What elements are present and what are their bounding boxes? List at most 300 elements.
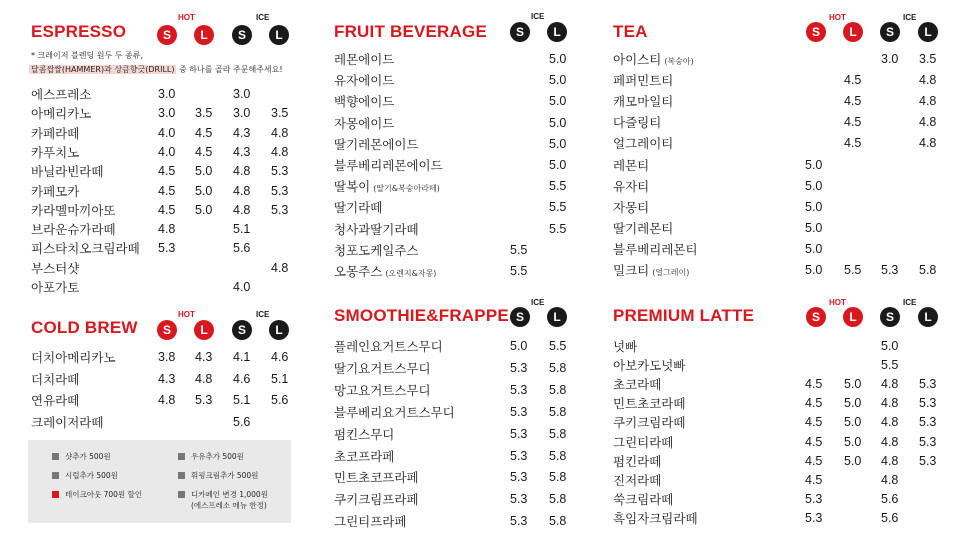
fruit-item-row: [334, 113, 584, 134]
espresso-item-row: [31, 142, 301, 163]
tea-item-row: [613, 91, 943, 112]
menu-item-label: 아메리카노: [31, 106, 92, 122]
price-ice-l: 4.8: [919, 73, 937, 88]
price-hot-s: 5.3: [805, 491, 823, 506]
smoothie-item-row: [334, 402, 584, 423]
menu-item-label: 카페라떼: [31, 125, 80, 141]
menu-item-name: [31, 161, 103, 182]
menu-item-label: 브라운슈가라떼: [31, 222, 116, 238]
price-ice-l: 4.8: [919, 136, 937, 151]
cold-brew-item-row: [31, 369, 301, 390]
menu-item-label: 부스터샷: [31, 260, 80, 276]
price-hot-s: 4.3: [158, 371, 176, 386]
tea-item-row: [613, 112, 943, 133]
smoothie-item-row: [334, 358, 584, 379]
tea-item-row: [613, 49, 943, 70]
menu-item-name: [613, 260, 689, 283]
price-l: 5.5: [549, 200, 567, 215]
premium-item-row: [613, 508, 943, 529]
menu-item-name: [613, 393, 685, 414]
price-hot-s: 4.8: [158, 393, 176, 408]
price-ice-s: 5.1: [233, 393, 251, 408]
ice-large-badge: L: [547, 307, 567, 327]
price-ice-s: 3.0: [233, 106, 251, 121]
price-ice-l: 4.8: [271, 125, 289, 140]
price-ice-l: 5.3: [919, 453, 937, 468]
bullet-square-icon: [178, 453, 185, 460]
espresso-note-1: * 크레이저 블렌딩 원두 두 종류,: [31, 51, 143, 60]
hot-small-badge: S: [157, 25, 177, 45]
price-s: 5.3: [510, 492, 528, 507]
fruit-item-row: [334, 70, 584, 91]
price-s: 5.3: [510, 360, 528, 375]
price-ice-l: 4.8: [271, 260, 289, 275]
menu-item-label: 청포도케일주스: [334, 242, 419, 258]
menu-item-label: 민트초코프라페: [334, 470, 419, 486]
price-hot-s: 4.5: [805, 453, 823, 468]
fruit-item-row: [334, 155, 584, 176]
price-hot-l: 5.0: [844, 415, 862, 430]
price-ice-l: 5.8: [919, 263, 937, 277]
menu-item-name: [334, 240, 422, 263]
ice-label: ICE: [903, 13, 917, 22]
price-ice-s: 4.1: [233, 350, 251, 364]
menu-item-name: [613, 176, 652, 199]
price-hot-s: 4.5: [805, 377, 823, 392]
menu-item-label: 펌킨스무디: [334, 426, 395, 442]
espresso-item-row: [31, 258, 301, 279]
menu-item-name: [31, 123, 79, 144]
menu-item-name: [334, 197, 385, 220]
menu-item-name: [613, 197, 652, 220]
premium-latte-title: PREMIUM LATTE: [613, 306, 755, 325]
price-ice-l: 3.5: [919, 52, 937, 66]
menu-item-name: [31, 84, 91, 105]
fruit-item-row: [334, 91, 584, 112]
ice-label: ICE: [256, 310, 270, 319]
price-ice-s: 5.6: [233, 415, 251, 430]
price-hot-s: 5.0: [805, 241, 823, 256]
ice-small-badge: S: [232, 320, 252, 340]
price-s: 5.3: [510, 470, 528, 485]
menu-item-name: [613, 336, 637, 357]
menu-item-name: [613, 112, 664, 135]
tea-item-row: [613, 239, 943, 260]
espresso-title: ESPRESSO: [31, 22, 127, 41]
tea-item-row: [613, 155, 943, 176]
addon-decaf: 디카페인 변경 1,000원: [191, 490, 268, 499]
menu-item-name: [31, 103, 91, 124]
menu-item-note: (딸기&복숭아라떼): [373, 184, 440, 194]
menu-item-label: 딸기레몬에이드: [334, 136, 419, 152]
ice-large-badge: L: [918, 22, 938, 42]
price-hot-l: 4.5: [195, 144, 213, 159]
premium-item-row: [613, 336, 943, 357]
hot-large-badge: L: [194, 25, 214, 45]
ice-large-badge: L: [547, 22, 567, 42]
menu-item-label: 카페모카: [31, 183, 80, 199]
price-ice-s: 5.6: [881, 510, 899, 525]
hot-small-badge: S: [157, 320, 177, 340]
price-l: 5.8: [549, 448, 567, 463]
espresso-note-highlight: 달콤쌉쌀(HAMMER)과 상큼향긋(DRILL): [31, 65, 175, 74]
menu-item-name: [31, 412, 103, 433]
menu-item-name: [334, 336, 443, 357]
ice-small-badge: S: [510, 22, 530, 42]
fruit-beverage-title: FRUIT BEVERAGE: [334, 22, 487, 41]
price-ice-l: 5.3: [271, 164, 289, 179]
menu-item-label: 플레인요거트스무디: [334, 339, 443, 354]
menu-item-name: [334, 155, 446, 178]
premium-item-row: [613, 470, 943, 491]
hot-small-badge: S: [806, 307, 826, 327]
menu-item-name: [31, 181, 79, 202]
price-ice-s: 4.0: [233, 280, 251, 294]
price-hot-s: 3.8: [158, 350, 176, 364]
menu-item-label: 바닐라빈라떼: [31, 164, 104, 180]
price-hot-s: 4.0: [158, 125, 176, 140]
ice-small-badge: S: [880, 22, 900, 42]
menu-item-label: 더치아메리카노: [31, 350, 116, 365]
smoothie-frappe-title: SMOOTHIE&FRAPPE: [334, 306, 509, 325]
price-s: 5.3: [510, 426, 528, 441]
menu-item-name: [613, 355, 685, 376]
menu-item-label: 자몽티: [613, 199, 650, 215]
addon-milk: 우유추가 500원: [191, 452, 244, 461]
menu-item-name: [31, 219, 116, 240]
price-hot-l: 5.5: [844, 263, 862, 277]
espresso-note-rest: 중 하나를 골라 주문해주세요!: [176, 65, 283, 74]
tea-title: TEA: [613, 22, 648, 41]
menu-item-label: 그린티프라페: [334, 514, 407, 530]
menu-item-label: 초코프라페: [334, 448, 395, 464]
menu-item-name: [613, 49, 694, 72]
tea-item-row: [613, 70, 943, 91]
cold-brew-item-row: [31, 412, 301, 433]
bullet-square-icon: [178, 472, 185, 479]
menu-item-name: [334, 91, 397, 114]
price-hot-l: 5.3: [195, 393, 213, 408]
ice-large-badge: L: [269, 25, 289, 45]
price-ice-s: 4.8: [881, 434, 899, 449]
menu-item-label: 흑임자크림라떼: [613, 510, 698, 526]
menu-item-name: [334, 49, 397, 72]
menu-item-label: 민트초코라떼: [613, 396, 686, 412]
ice-small-badge: S: [232, 25, 252, 45]
price-hot-s: 5.0: [805, 157, 823, 172]
price-hot-s: 5.0: [805, 220, 823, 235]
menu-item-name: [31, 390, 79, 411]
price-l: 5.5: [549, 339, 567, 353]
price-l: 5.0: [549, 136, 567, 151]
menu-item-name: [613, 470, 661, 491]
menu-item-name: [334, 219, 422, 242]
tea-item-row: [613, 133, 943, 154]
price-hot-s: 3.0: [158, 87, 176, 101]
price-hot-l: 5.0: [844, 434, 862, 449]
price-hot-s: 3.0: [158, 106, 176, 121]
price-ice-s: 4.8: [881, 472, 899, 487]
menu-item-name: [613, 133, 676, 156]
price-hot-l: 5.0: [844, 377, 862, 392]
price-ice-s: 4.8: [881, 453, 899, 468]
price-hot-l: 5.0: [844, 396, 862, 411]
menu-item-name: [334, 467, 419, 488]
price-s: 5.3: [510, 448, 528, 463]
premium-item-row: [613, 412, 943, 433]
cold-brew-title: COLD BREW: [31, 318, 138, 337]
menu-item-label: 캐모마일티: [613, 94, 674, 110]
menu-item-name: [31, 238, 140, 259]
menu-item-name: [613, 218, 676, 241]
menu-item-label: 딸기레몬티: [613, 220, 674, 236]
menu-item-label: 자몽에이드: [334, 115, 395, 131]
price-hot-l: 5.0: [195, 164, 213, 179]
menu-item-label: 레몬에이드: [334, 52, 395, 67]
ice-large-badge: L: [918, 307, 938, 327]
price-l: 5.8: [549, 426, 567, 441]
espresso-item-row: [31, 181, 301, 202]
menu-item-label: 유자티: [613, 178, 650, 194]
smoothie-item-row: [334, 446, 584, 467]
price-l: 5.0: [549, 158, 567, 172]
hot-large-badge: L: [843, 307, 863, 327]
ice-label: ICE: [903, 298, 917, 307]
menu-item-name: [334, 402, 455, 423]
price-ice-s: 4.8: [881, 415, 899, 430]
menu-item-name: [613, 432, 673, 453]
price-ice-s: 4.8: [233, 183, 251, 198]
menu-item-label: 유자에이드: [334, 73, 395, 89]
premium-item-row: [613, 451, 943, 472]
hot-large-badge: L: [843, 22, 863, 42]
tea-item-row: [613, 218, 943, 239]
menu-item-label: 연유라떼: [31, 393, 80, 409]
price-ice-l: 4.8: [271, 144, 289, 159]
menu-item-label: 아포가토: [31, 280, 80, 295]
smoothie-item-row: [334, 511, 584, 532]
price-ice-l: 5.3: [271, 183, 289, 198]
price-ice-l: 5.1: [271, 371, 289, 386]
menu-item-label: 진저라떼: [613, 472, 662, 488]
menu-item-label: 피스타치오크림라떼: [31, 241, 140, 257]
menu-item-name: [31, 347, 116, 368]
price-ice-l: 3.5: [271, 106, 289, 121]
menu-item-note: (복숭아): [664, 57, 694, 66]
price-ice-s: 4.8: [881, 377, 899, 392]
price-hot-l: 5.0: [844, 453, 862, 468]
price-ice-l: 5.3: [271, 202, 289, 217]
price-l: 5.0: [549, 115, 567, 130]
addon-syrup: 시럽추가 500원: [65, 471, 118, 480]
price-l: 5.8: [549, 360, 567, 375]
menu-item-label: 레몬티: [613, 157, 650, 173]
menu-item-name: [613, 239, 701, 262]
price-l: 5.0: [549, 94, 567, 109]
price-l: 5.8: [549, 404, 567, 419]
price-hot-s: 4.8: [158, 222, 176, 237]
price-ice-s: 4.8: [233, 164, 251, 179]
addon-decaf-note: (에스프레소 메뉴 한정): [191, 501, 267, 510]
menu-item-label: 다즐링티: [613, 115, 662, 131]
price-hot-s: 4.5: [805, 396, 823, 411]
price-hot-l: 5.0: [195, 202, 213, 217]
price-s: 5.3: [510, 382, 528, 397]
menu-item-label: 페퍼민트티: [613, 73, 674, 89]
price-hot-l: 3.5: [195, 106, 213, 121]
menu-item-label: 딸기라떼: [334, 200, 383, 216]
price-s: 5.5: [510, 242, 528, 257]
price-ice-l: 4.8: [919, 94, 937, 109]
menu-item-label: 블루베리요거트스무디: [334, 404, 455, 420]
tea-item-row: [613, 260, 943, 281]
menu-item-name: [334, 113, 397, 136]
price-hot-s: 5.0: [805, 263, 823, 277]
addon-info-box: [28, 440, 291, 523]
bullet-square-icon: [52, 472, 59, 479]
addon-shot: 샷추가 500원: [65, 452, 111, 461]
price-ice-s: 4.6: [233, 371, 251, 386]
ice-label: ICE: [256, 13, 270, 22]
price-ice-s: 5.6: [881, 491, 899, 506]
price-l: 5.5: [549, 221, 567, 236]
menu-item-name: [334, 446, 394, 467]
ice-label: ICE: [531, 12, 545, 21]
espresso-item-row: [31, 103, 301, 124]
fruit-item-row: [334, 261, 584, 282]
menu-item-label: 카라멜마끼아또: [31, 202, 116, 218]
menu-item-label: 백향에이드: [334, 94, 395, 110]
price-hot-l: 4.3: [195, 350, 213, 364]
price-s: 5.3: [510, 514, 528, 529]
price-hot-s: 4.5: [805, 434, 823, 449]
price-ice-s: 3.0: [233, 87, 251, 101]
menu-item-label: 딸기요거트스무디: [334, 360, 431, 376]
smoothie-item-row: [334, 467, 584, 488]
menu-item-name: [31, 369, 79, 390]
ice-large-badge: L: [269, 320, 289, 340]
price-hot-l: 4.5: [195, 125, 213, 140]
price-ice-l: 5.3: [919, 415, 937, 430]
menu-item-label: 블루베리레몬에이드: [334, 158, 443, 173]
menu-item-name: [613, 70, 676, 93]
premium-item-row: [613, 432, 943, 453]
price-hot-l: 4.5: [844, 94, 862, 109]
price-ice-l: 5.3: [919, 396, 937, 411]
smoothie-item-row: [334, 336, 584, 357]
menu-item-name: [613, 451, 661, 472]
menu-item-label: 그린티라떼: [613, 434, 674, 450]
tea-item-row: [613, 176, 943, 197]
smoothie-item-row: [334, 424, 584, 445]
premium-item-row: [613, 374, 943, 395]
price-ice-s: 3.0: [881, 52, 899, 66]
addon-takeout: 테이크아웃 700원 할인: [65, 490, 143, 499]
price-ice-s: 5.3: [881, 263, 899, 277]
menu-item-name: [613, 374, 661, 395]
menu-item-name: [613, 508, 698, 529]
espresso-item-row: [31, 219, 301, 240]
menu-item-name: [31, 277, 79, 298]
menu-item-name: [31, 142, 79, 163]
price-ice-l: 5.6: [271, 393, 289, 408]
menu-item-label: 펌킨라떼: [613, 453, 662, 469]
menu-item-label: 크레이저라떼: [31, 415, 104, 431]
menu-item-label: 블루베리레몬티: [613, 241, 698, 257]
addon-whip: 휘핑크림추가 500원: [191, 471, 259, 480]
fruit-item-row: [334, 176, 584, 197]
espresso-item-row: [31, 84, 301, 105]
bullet-square-icon: [178, 491, 185, 498]
menu-item-name: [334, 261, 436, 284]
price-s: 5.3: [510, 404, 528, 419]
price-l: 5.8: [549, 514, 567, 529]
price-ice-s: 5.0: [881, 339, 899, 353]
menu-item-name: [613, 91, 676, 114]
espresso-note-2: [29, 64, 283, 76]
bullet-square-icon: [52, 453, 59, 460]
fruit-item-row: [334, 240, 584, 261]
price-ice-s: 5.1: [233, 222, 251, 237]
menu-item-name: [334, 424, 394, 445]
menu-item-label: 넛빠: [613, 339, 638, 354]
fruit-item-row: [334, 197, 584, 218]
price-hot-l: 4.5: [844, 73, 862, 88]
hot-label: HOT: [178, 13, 195, 22]
smoothie-item-row: [334, 380, 584, 401]
smoothie-item-row: [334, 489, 584, 510]
price-hot-l: 5.0: [195, 183, 213, 198]
menu-item-name: [613, 489, 673, 510]
price-hot-l: 4.8: [195, 371, 213, 386]
menu-item-name: [334, 489, 419, 510]
price-l: 5.0: [549, 73, 567, 88]
price-s: 5.5: [510, 264, 528, 278]
menu-item-label: 아이스티: [613, 52, 662, 67]
price-hot-s: 5.0: [805, 178, 823, 193]
menu-item-label: 카푸치노: [31, 144, 80, 160]
hot-label: HOT: [178, 310, 195, 319]
menu-item-label: 쑥크림라떼: [613, 491, 674, 507]
menu-item-name: [334, 511, 406, 532]
espresso-item-row: [31, 123, 301, 144]
price-ice-s: 5.5: [881, 358, 899, 373]
cold-brew-item-row: [31, 390, 301, 411]
espresso-item-row: [31, 277, 301, 298]
menu-item-name: [31, 258, 79, 279]
hot-label: HOT: [829, 298, 846, 307]
menu-item-label: 쿠키크림라떼: [613, 415, 686, 431]
price-l: 5.8: [549, 492, 567, 507]
ice-label: ICE: [531, 298, 545, 307]
cold-brew-item-row: [31, 347, 301, 368]
menu-item-label: 쿠키크림프라페: [334, 492, 419, 508]
menu-item-label: 얼그레이티: [613, 136, 674, 152]
espresso-item-row: [31, 238, 301, 259]
price-hot-l: 4.5: [844, 136, 862, 151]
premium-item-row: [613, 489, 943, 510]
fruit-item-row: [334, 49, 584, 70]
price-hot-s: 5.3: [805, 510, 823, 525]
espresso-item-row: [31, 161, 301, 182]
bullet-square-red-icon: [52, 491, 59, 498]
menu-item-label: 청사과딸기라떼: [334, 221, 419, 237]
price-s: 5.0: [510, 339, 528, 353]
price-ice-s: 5.6: [233, 241, 251, 256]
hot-small-badge: S: [806, 22, 826, 42]
fruit-item-row: [334, 219, 584, 240]
price-hot-s: 4.0: [158, 144, 176, 159]
